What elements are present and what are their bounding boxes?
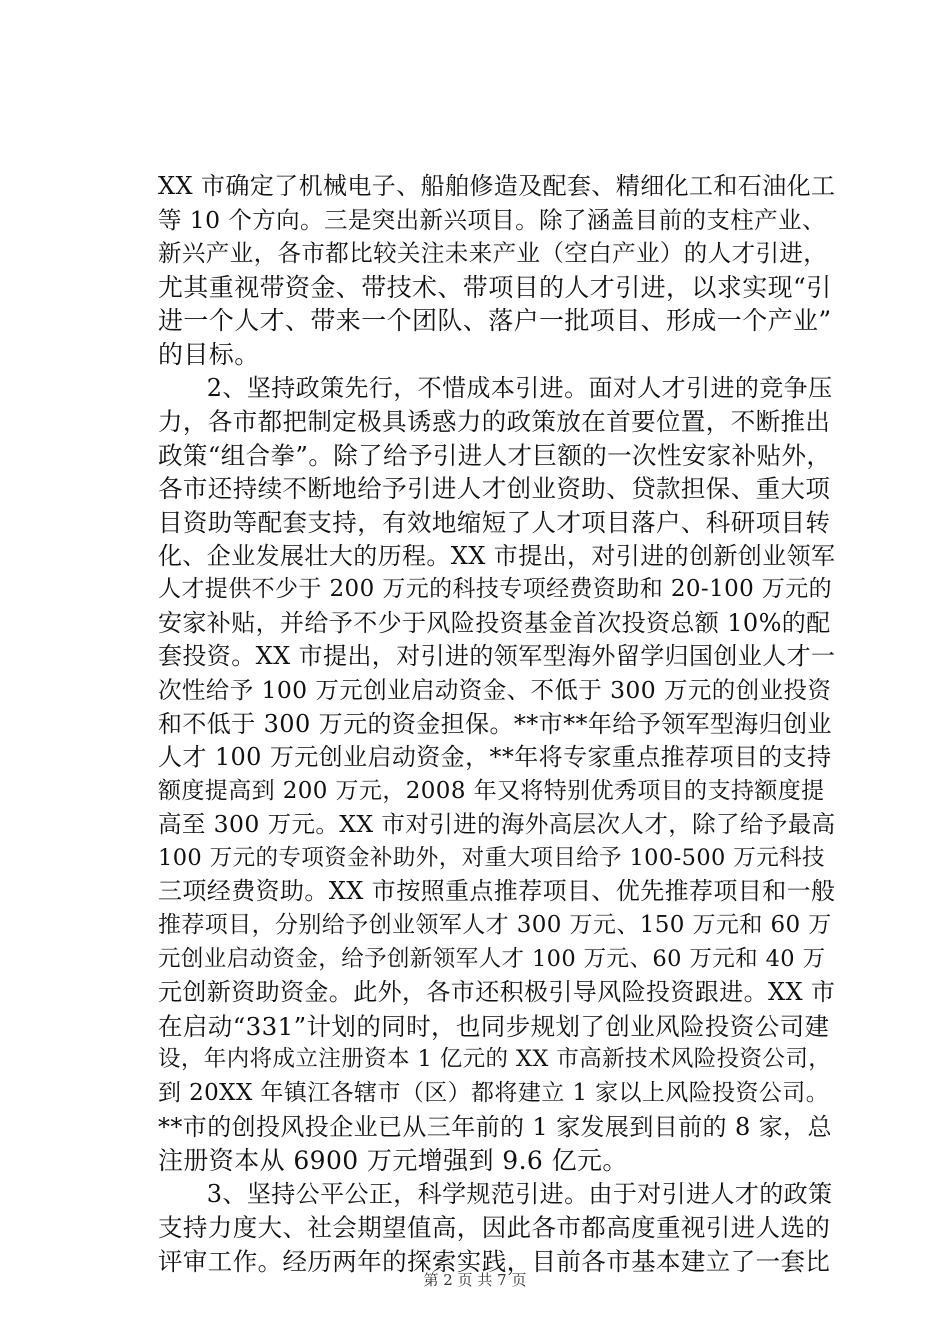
text-line: XX 市确定了机械电子、船舶修造及配套、精细化工和石油化工 bbox=[158, 172, 836, 200]
text-line: 新兴产业，各市都比较关注未来产业（空白产业）的人才引进， bbox=[158, 239, 828, 268]
text-line: 高至 300 万元。XX 市对引进的海外高层次人才，除了给予最高 bbox=[158, 810, 836, 839]
text-line: 额度提高到 200 万元，2008 年又将特别优秀项目的支持额度提 bbox=[158, 777, 825, 804]
text-line: 注册资本从 6900 万元增强到 9.6 亿元。 bbox=[158, 1146, 628, 1176]
text-line: 安家补贴，并给予不少于风险投资基金首次投资总额 10%的配 bbox=[158, 608, 831, 637]
text-line: 评审工作。经历两年的探索实践，目前各市基本建立了一套比 bbox=[158, 1247, 831, 1276]
page-footer bbox=[0, 1270, 950, 1290]
text-line: 目资助等配套支持，有效地缩短了人才项目落户、科研项目转 bbox=[158, 507, 831, 537]
page-number-label: 第 2 页 共 7 页 bbox=[423, 1271, 527, 1289]
text-line: 推荐项目，分别给予创业领军人才 300 万元、150 万元和 60 万 bbox=[158, 912, 832, 939]
text-line: 和不低于 300 万元的资金担保。**市**年给予领军型海归创业 bbox=[158, 709, 832, 738]
text-line: 化、企业发展壮大的历程。XX 市提出，对引进的创新创业领军 bbox=[158, 541, 836, 570]
text-line: 元创业启动资金，给予创新领军人才 100 万元、60 万元和 40 万 bbox=[158, 945, 826, 972]
body-text bbox=[158, 170, 838, 1279]
text-line: **市的创投风投企业已从三年前的 1 家发展到目前的 8 家，总 bbox=[158, 1112, 832, 1141]
text-line: 进一个人才、带来一个团队、落户一批项目、形成一个产业” bbox=[158, 306, 832, 336]
text-line: 的目标。 bbox=[158, 339, 260, 369]
text-line: 到 20XX 年镇江各辖市（区）都将建立 1 家以上风险投资公司。 bbox=[158, 1080, 830, 1107]
text-line: 次性给予 100 万元创业启动资金、不低于 300 万元的创业投资 bbox=[158, 675, 832, 704]
text-line: 在启动“331”计划的同时，也同步规划了创业风险投资公司建 bbox=[158, 1011, 830, 1041]
text-line: 3、坚持公平公正，科学规范引进。由于对引进人才的政策 bbox=[158, 1179, 833, 1208]
text-line: 支持力度大、社会期望值高，因此各市都高度重视引进人选的 bbox=[158, 1213, 831, 1243]
text-line: 100 万元的专项资金补助外，对重大项目给予 100-500 万元科技 bbox=[158, 844, 825, 871]
text-line: 等 10 个方向。三是突出新兴项目。除了涵盖目前的支柱产业、 bbox=[158, 205, 826, 234]
text-line: 尤其重视带资金、带技术、带项目的人才引进，以求实现“引 bbox=[158, 272, 832, 302]
text-line: 元创新资助资金。此外，各市还积极引导风险投资跟进。XX 市 bbox=[158, 978, 836, 1007]
text-line: 2、坚持政策先行，不惜成本引进。面对人才引进的竞争压 bbox=[158, 373, 833, 402]
text-line: 三项经费资助。XX 市按照重点推荐项目、优先推荐项目和一般 bbox=[158, 877, 836, 906]
text-line: 人才提供不少于 200 万元的科技专项经费资助和 20-100 万元的 bbox=[158, 576, 833, 603]
text-line: 人才 100 万元创业启动资金，**年将专家重点推荐项目的支持 bbox=[158, 743, 832, 772]
text-line: 各市还持续不断地给予引进人才创业资助、贷款担保、重大项 bbox=[158, 474, 831, 504]
text-line: 力，各市都把制定极具诱惑力的政策放在首要位置，不断推出 bbox=[158, 407, 831, 437]
text-line: 套投资。XX 市提出，对引进的领军型海外留学归国创业人才一 bbox=[158, 642, 836, 671]
text-line: 设，年内将成立注册资本 1 亿元的 XX 市高新技术风险投资公司， bbox=[158, 1046, 832, 1073]
text-line: 政策“组合拳”。除了给予引进人才巨额的一次性安家补贴外， bbox=[158, 440, 832, 470]
